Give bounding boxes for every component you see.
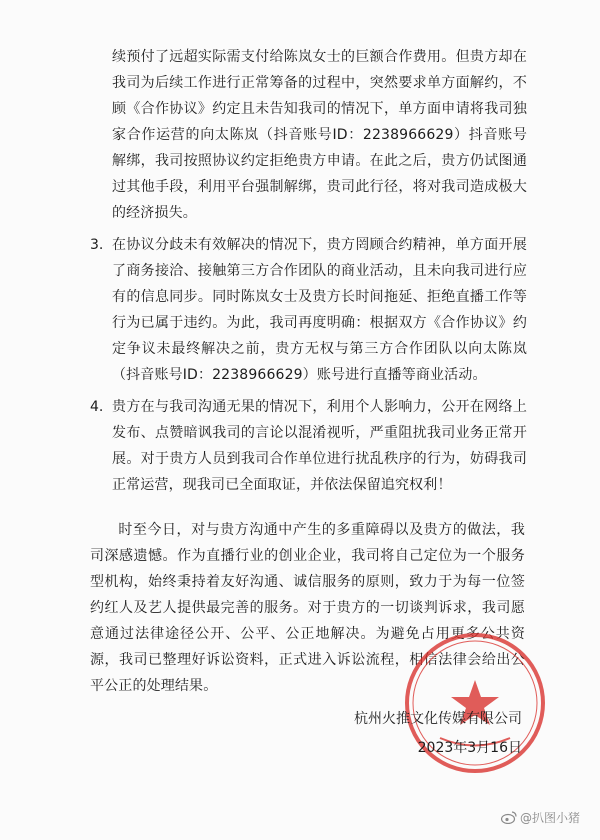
watermark bbox=[501, 809, 580, 826]
weibo-icon bbox=[501, 811, 517, 824]
paragraph-item-3: 在协议分歧未有效解决的情况下，贵方罔顾合约精神，单方面开展了商务接洽、接触第三方合作团队的商业活动，且未向我司进行应有的信息同步。同时陈岚女士及贵方长时间拖延、拒绝直播工作等行为已属于违约。为此，我司再度明确：根据双方《合作协议》约定争议未最终解决之前，贵方无权与第三方合作团队以向太陈岚（抖音账号ID：2238966629）账号进行直播等商业活动。 bbox=[112, 237, 527, 383]
closing-text: 时至今日，对与贵方沟通中产生的多重障碍以及贵方的做法，我司深感遗憾。作为直播行业的创业企业，我司将自己定位为一个服务型机构，始终秉持着友好沟通、诚信服务的原则，致力于为每一位签约红人及艺人提供最完善的服务。对于贵方的一切谈判诉求，我司愿意通过法律途径公开、公平、公正地解决。为避免占用更多公共资源，我司已整理好诉讼资料，正式进入诉讼流程，相信法律会给出公平公正的处理结果。 bbox=[90, 522, 525, 694]
watermark-text: @扒图小猪 bbox=[519, 811, 580, 825]
item-number-4: 4. bbox=[90, 399, 104, 415]
paragraph-continued: 续预付了远超实际需支付给陈岚女士的巨额合作费用。但贵方却在我司为后续工作进行正常筹备的过程中，突然要求单方面解约，不顾《合作协议》约定且未告知我司的情况下，单方面申请将我司独家合作运营的向太陈岚（抖音账号ID：2238966629）抖音账号解绑，我司按照协议约定拒绝贵方申请。在此之后，贵方仍试图通过其他手段，利用平台强制解绑，贵司此行径，将对我司造成极大的经济损失。 bbox=[112, 49, 527, 221]
signature-company: 杭州火推文化传媒有限公司 bbox=[354, 711, 522, 727]
item-number-3: 3. bbox=[90, 237, 104, 253]
paragraph-item-4: 贵方在与我司沟通无果的情况下，利用个人影响力，公开在网络上发布、点赞暗讽我司的言论以混淆视听，严重阻扰我司业务正常开展。对于贵方人员到我司合作单位进行扰乱秩序的行为，妨碍我司正常运营，现我司已全面取证，并依法保留追究权利！ bbox=[112, 399, 527, 493]
signature-date: 2023年3月16日 bbox=[417, 740, 522, 756]
